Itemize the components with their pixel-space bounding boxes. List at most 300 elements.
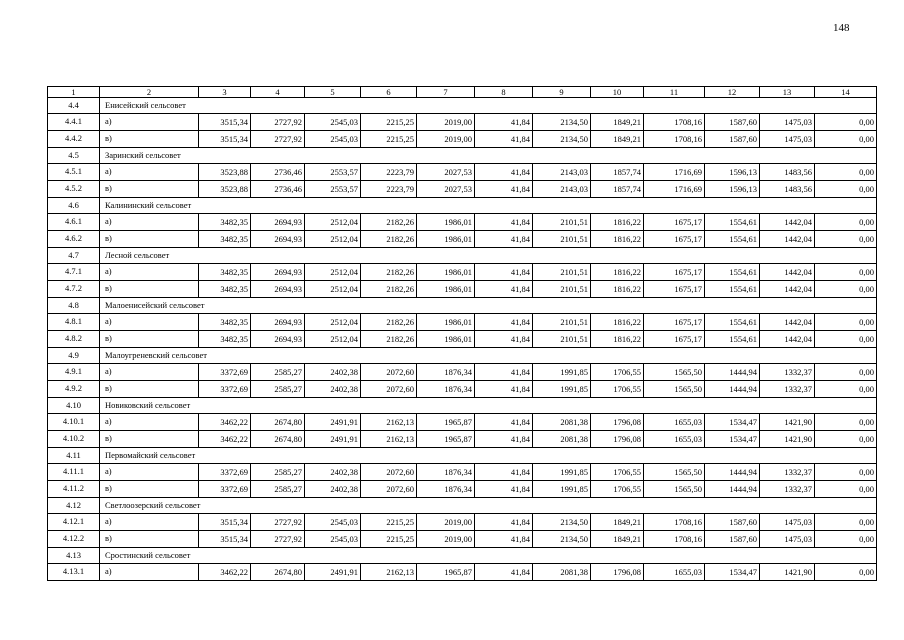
value-cell: 1675,17	[644, 264, 705, 281]
value-cell: 1675,17	[644, 331, 705, 348]
column-number-cell: 14	[815, 87, 877, 98]
value-cell: 41,84	[475, 331, 533, 348]
value-cell: 1706,55	[591, 364, 644, 381]
value-cell: 1587,60	[705, 531, 760, 548]
row-label: в)	[100, 531, 199, 548]
value-cell: 2694,93	[251, 314, 305, 331]
value-cell: 3372,69	[199, 381, 251, 398]
value-cell: 1421,90	[760, 564, 815, 581]
value-cell: 1991,85	[533, 481, 591, 498]
value-cell: 1849,21	[591, 514, 644, 531]
page-number: 148	[833, 22, 850, 34]
value-cell: 41,84	[475, 281, 533, 298]
tariff-table	[47, 86, 877, 581]
value-cell: 3462,22	[199, 414, 251, 431]
row-label: а)	[100, 364, 199, 381]
section-row	[48, 298, 877, 314]
value-cell: 1965,87	[417, 564, 475, 581]
column-number-cell: 2	[100, 87, 199, 98]
row-label: а)	[100, 214, 199, 231]
value-cell: 0,00	[815, 464, 877, 481]
value-cell: 41,84	[475, 414, 533, 431]
table-row	[48, 514, 877, 531]
section-row	[48, 548, 877, 564]
row-label: а)	[100, 264, 199, 281]
row-code: 4.5.1	[48, 164, 100, 181]
column-number-cell: 4	[251, 87, 305, 98]
value-cell: 0,00	[815, 181, 877, 198]
value-cell: 1857,74	[591, 164, 644, 181]
value-cell: 2162,13	[361, 431, 417, 448]
table-row	[48, 364, 877, 381]
section-row	[48, 448, 877, 464]
value-cell: 2072,60	[361, 381, 417, 398]
row-code: 4.5.2	[48, 181, 100, 198]
value-cell: 1796,08	[591, 431, 644, 448]
value-cell: 41,84	[475, 164, 533, 181]
value-cell: 3515,34	[199, 131, 251, 148]
value-cell: 1706,55	[591, 464, 644, 481]
row-label: в)	[100, 281, 199, 298]
value-cell: 1565,50	[644, 464, 705, 481]
value-cell: 41,84	[475, 181, 533, 198]
value-cell: 2512,04	[305, 331, 361, 348]
value-cell: 3515,34	[199, 514, 251, 531]
value-cell: 2101,51	[533, 314, 591, 331]
value-cell: 2491,91	[305, 431, 361, 448]
value-cell: 1475,03	[760, 131, 815, 148]
value-cell: 2694,93	[251, 331, 305, 348]
value-cell: 1991,85	[533, 381, 591, 398]
table-row	[48, 381, 877, 398]
value-cell: 0,00	[815, 231, 877, 248]
section-name: Малоугреневский сельсовет	[100, 348, 877, 364]
value-cell: 0,00	[815, 414, 877, 431]
value-cell: 1986,01	[417, 214, 475, 231]
value-cell: 1534,47	[705, 564, 760, 581]
section-row	[48, 198, 877, 214]
value-cell: 0,00	[815, 164, 877, 181]
section-code: 4.9	[48, 348, 100, 364]
value-cell: 41,84	[475, 514, 533, 531]
section-row	[48, 498, 877, 514]
section-code: 4.10	[48, 398, 100, 414]
value-cell: 2101,51	[533, 214, 591, 231]
section-name: Заринский сельсовет	[100, 148, 877, 164]
value-cell: 0,00	[815, 531, 877, 548]
table-row	[48, 281, 877, 298]
value-cell: 2402,38	[305, 364, 361, 381]
value-cell: 2491,91	[305, 564, 361, 581]
value-cell: 1991,85	[533, 464, 591, 481]
column-number-cell: 5	[305, 87, 361, 98]
column-number-row	[48, 87, 877, 98]
value-cell: 1332,37	[760, 364, 815, 381]
value-cell: 1596,13	[705, 181, 760, 198]
value-cell: 1876,34	[417, 381, 475, 398]
table-row	[48, 314, 877, 331]
row-code: 4.11.1	[48, 464, 100, 481]
value-cell: 2072,60	[361, 364, 417, 381]
value-cell: 3482,35	[199, 214, 251, 231]
value-cell: 2545,03	[305, 531, 361, 548]
row-code: 4.11.2	[48, 481, 100, 498]
value-cell: 3523,88	[199, 181, 251, 198]
row-code: 4.8.2	[48, 331, 100, 348]
value-cell: 2182,26	[361, 281, 417, 298]
row-code: 4.13.1	[48, 564, 100, 581]
value-cell: 2553,57	[305, 181, 361, 198]
row-code: 4.4.1	[48, 114, 100, 131]
row-label: а)	[100, 564, 199, 581]
row-label: в)	[100, 131, 199, 148]
value-cell: 2674,80	[251, 564, 305, 581]
value-cell: 0,00	[815, 564, 877, 581]
value-cell: 2674,80	[251, 414, 305, 431]
value-cell: 1587,60	[705, 514, 760, 531]
value-cell: 2512,04	[305, 264, 361, 281]
value-cell: 2101,51	[533, 264, 591, 281]
section-code: 4.7	[48, 248, 100, 264]
value-cell: 2545,03	[305, 114, 361, 131]
value-cell: 1876,34	[417, 364, 475, 381]
row-label: в)	[100, 181, 199, 198]
value-cell: 2215,25	[361, 131, 417, 148]
value-cell: 1534,47	[705, 414, 760, 431]
value-cell: 2585,27	[251, 364, 305, 381]
value-cell: 0,00	[815, 264, 877, 281]
value-cell: 2512,04	[305, 314, 361, 331]
row-code: 4.10.2	[48, 431, 100, 448]
value-cell: 1675,17	[644, 214, 705, 231]
value-cell: 1442,04	[760, 314, 815, 331]
value-cell: 41,84	[475, 381, 533, 398]
value-cell: 2027,53	[417, 181, 475, 198]
value-cell: 1796,08	[591, 564, 644, 581]
value-cell: 1708,16	[644, 131, 705, 148]
row-label: а)	[100, 514, 199, 531]
value-cell: 2182,26	[361, 264, 417, 281]
value-cell: 2402,38	[305, 381, 361, 398]
value-cell: 1587,60	[705, 114, 760, 131]
value-cell: 3482,35	[199, 281, 251, 298]
section-row	[48, 398, 877, 414]
value-cell: 1332,37	[760, 381, 815, 398]
value-cell: 2162,13	[361, 414, 417, 431]
row-code: 4.7.2	[48, 281, 100, 298]
value-cell: 2402,38	[305, 464, 361, 481]
value-cell: 3515,34	[199, 114, 251, 131]
value-cell: 1716,69	[644, 181, 705, 198]
value-cell: 0,00	[815, 281, 877, 298]
row-code: 4.10.1	[48, 414, 100, 431]
section-code: 4.6	[48, 198, 100, 214]
value-cell: 0,00	[815, 114, 877, 131]
value-cell: 41,84	[475, 264, 533, 281]
value-cell: 1796,08	[591, 414, 644, 431]
row-code: 4.8.1	[48, 314, 100, 331]
column-number-cell: 7	[417, 87, 475, 98]
value-cell: 2694,93	[251, 214, 305, 231]
value-cell: 1816,22	[591, 231, 644, 248]
row-code: 4.6.1	[48, 214, 100, 231]
section-code: 4.13	[48, 548, 100, 564]
row-label: в)	[100, 431, 199, 448]
table-row	[48, 214, 877, 231]
value-cell: 3482,35	[199, 314, 251, 331]
value-cell: 0,00	[815, 214, 877, 231]
value-cell: 41,84	[475, 531, 533, 548]
value-cell: 41,84	[475, 231, 533, 248]
value-cell: 2553,57	[305, 164, 361, 181]
value-cell: 1587,60	[705, 131, 760, 148]
value-cell: 1708,16	[644, 514, 705, 531]
value-cell: 2491,91	[305, 414, 361, 431]
value-cell: 2134,50	[533, 114, 591, 131]
value-cell: 2019,00	[417, 514, 475, 531]
column-number-cell: 3	[199, 87, 251, 98]
value-cell: 0,00	[815, 381, 877, 398]
section-name: Светлоозерский сельсовет	[100, 498, 877, 514]
section-row	[48, 248, 877, 264]
value-cell: 2215,25	[361, 114, 417, 131]
value-cell: 2027,53	[417, 164, 475, 181]
row-code: 4.9.1	[48, 364, 100, 381]
row-label: а)	[100, 314, 199, 331]
column-number-cell: 8	[475, 87, 533, 98]
value-cell: 2736,46	[251, 181, 305, 198]
table-row	[48, 231, 877, 248]
row-code: 4.7.1	[48, 264, 100, 281]
value-cell: 2694,93	[251, 264, 305, 281]
value-cell: 2182,26	[361, 314, 417, 331]
value-cell: 2215,25	[361, 531, 417, 548]
value-cell: 1655,03	[644, 564, 705, 581]
value-cell: 2727,92	[251, 131, 305, 148]
value-cell: 1554,61	[705, 231, 760, 248]
section-name: Новиковский сельсовет	[100, 398, 877, 414]
value-cell: 2072,60	[361, 481, 417, 498]
value-cell: 1565,50	[644, 364, 705, 381]
value-cell: 2019,00	[417, 131, 475, 148]
row-label: в)	[100, 231, 199, 248]
value-cell: 1444,94	[705, 464, 760, 481]
value-cell: 1675,17	[644, 281, 705, 298]
value-cell: 2072,60	[361, 464, 417, 481]
value-cell: 2512,04	[305, 214, 361, 231]
value-cell: 1596,13	[705, 164, 760, 181]
value-cell: 41,84	[475, 314, 533, 331]
value-cell: 1857,74	[591, 181, 644, 198]
value-cell: 1655,03	[644, 431, 705, 448]
column-number-cell: 12	[705, 87, 760, 98]
table-row	[48, 264, 877, 281]
section-row	[48, 148, 877, 164]
value-cell: 1675,17	[644, 314, 705, 331]
value-cell: 1991,85	[533, 364, 591, 381]
section-name: Енисейский сельсовет	[100, 98, 877, 114]
table-row	[48, 564, 877, 581]
section-name: Малоенисейский сельсовет	[100, 298, 877, 314]
value-cell: 0,00	[815, 314, 877, 331]
value-cell: 1332,37	[760, 481, 815, 498]
value-cell: 0,00	[815, 364, 877, 381]
value-cell: 1444,94	[705, 364, 760, 381]
section-row	[48, 348, 877, 364]
value-cell: 2727,92	[251, 514, 305, 531]
value-cell: 2223,79	[361, 164, 417, 181]
value-cell: 1554,61	[705, 214, 760, 231]
value-cell: 1708,16	[644, 531, 705, 548]
row-label: а)	[100, 114, 199, 131]
value-cell: 1565,50	[644, 481, 705, 498]
table-row	[48, 431, 877, 448]
table-row	[48, 464, 877, 481]
table-row	[48, 181, 877, 198]
value-cell: 2182,26	[361, 331, 417, 348]
table-row	[48, 531, 877, 548]
row-label: а)	[100, 414, 199, 431]
section-name: Лесной сельсовет	[100, 248, 877, 264]
value-cell: 1483,56	[760, 181, 815, 198]
value-cell: 3523,88	[199, 164, 251, 181]
value-cell: 41,84	[475, 431, 533, 448]
value-cell: 1442,04	[760, 231, 815, 248]
value-cell: 2215,25	[361, 514, 417, 531]
value-cell: 1442,04	[760, 214, 815, 231]
value-cell: 2143,03	[533, 181, 591, 198]
row-label: а)	[100, 164, 199, 181]
table-row	[48, 331, 877, 348]
value-cell: 2101,51	[533, 331, 591, 348]
value-cell: 1816,22	[591, 281, 644, 298]
value-cell: 1816,22	[591, 331, 644, 348]
value-cell: 3482,35	[199, 264, 251, 281]
value-cell: 2134,50	[533, 131, 591, 148]
value-cell: 1986,01	[417, 331, 475, 348]
value-cell: 41,84	[475, 214, 533, 231]
value-cell: 1708,16	[644, 114, 705, 131]
section-code: 4.4	[48, 98, 100, 114]
value-cell: 1986,01	[417, 264, 475, 281]
value-cell: 1876,34	[417, 464, 475, 481]
value-cell: 2019,00	[417, 114, 475, 131]
value-cell: 2736,46	[251, 164, 305, 181]
table-row	[48, 114, 877, 131]
value-cell: 1421,90	[760, 414, 815, 431]
value-cell: 2081,38	[533, 564, 591, 581]
value-cell: 2019,00	[417, 531, 475, 548]
value-cell: 2134,50	[533, 531, 591, 548]
value-cell: 1816,22	[591, 264, 644, 281]
row-code: 4.12.1	[48, 514, 100, 531]
value-cell: 2182,26	[361, 214, 417, 231]
section-code: 4.8	[48, 298, 100, 314]
value-cell: 2674,80	[251, 431, 305, 448]
value-cell: 1965,87	[417, 431, 475, 448]
table-body	[48, 87, 877, 581]
section-code: 4.11	[48, 448, 100, 464]
row-code: 4.9.2	[48, 381, 100, 398]
value-cell: 1475,03	[760, 114, 815, 131]
value-cell: 1442,04	[760, 264, 815, 281]
value-cell: 1534,47	[705, 431, 760, 448]
value-cell: 2585,27	[251, 381, 305, 398]
value-cell: 1483,56	[760, 164, 815, 181]
table-row	[48, 131, 877, 148]
value-cell: 3372,69	[199, 364, 251, 381]
column-number-cell: 9	[533, 87, 591, 98]
value-cell: 1554,61	[705, 314, 760, 331]
value-cell: 3372,69	[199, 481, 251, 498]
value-cell: 3462,22	[199, 564, 251, 581]
value-cell: 1675,17	[644, 231, 705, 248]
value-cell: 1986,01	[417, 281, 475, 298]
value-cell: 2081,38	[533, 414, 591, 431]
value-cell: 0,00	[815, 331, 877, 348]
value-cell: 1442,04	[760, 331, 815, 348]
value-cell: 2162,13	[361, 564, 417, 581]
value-cell: 1554,61	[705, 331, 760, 348]
value-cell: 1442,04	[760, 281, 815, 298]
value-cell: 1444,94	[705, 481, 760, 498]
section-code: 4.5	[48, 148, 100, 164]
section-name: Сростинский сельсовет	[100, 548, 877, 564]
value-cell: 1965,87	[417, 414, 475, 431]
value-cell: 2694,93	[251, 281, 305, 298]
value-cell: 2182,26	[361, 231, 417, 248]
column-number-cell: 11	[644, 87, 705, 98]
row-code: 4.4.2	[48, 131, 100, 148]
value-cell: 1554,61	[705, 264, 760, 281]
value-cell: 2512,04	[305, 231, 361, 248]
value-cell: 1444,94	[705, 381, 760, 398]
value-cell: 1655,03	[644, 414, 705, 431]
value-cell: 2081,38	[533, 431, 591, 448]
value-cell: 2101,51	[533, 231, 591, 248]
value-cell: 2585,27	[251, 464, 305, 481]
value-cell: 1332,37	[760, 464, 815, 481]
value-cell: 41,84	[475, 131, 533, 148]
value-cell: 41,84	[475, 481, 533, 498]
section-name: Калининский сельсовет	[100, 198, 877, 214]
table-row	[48, 164, 877, 181]
value-cell: 2545,03	[305, 514, 361, 531]
value-cell: 0,00	[815, 514, 877, 531]
column-number-cell: 10	[591, 87, 644, 98]
value-cell: 1849,21	[591, 114, 644, 131]
value-cell: 2545,03	[305, 131, 361, 148]
value-cell: 2512,04	[305, 281, 361, 298]
value-cell: 2585,27	[251, 481, 305, 498]
value-cell: 3482,35	[199, 331, 251, 348]
value-cell: 0,00	[815, 431, 877, 448]
column-number-cell: 1	[48, 87, 100, 98]
value-cell: 2727,92	[251, 531, 305, 548]
row-code: 4.6.2	[48, 231, 100, 248]
value-cell: 1706,55	[591, 481, 644, 498]
value-cell: 1565,50	[644, 381, 705, 398]
value-cell: 1706,55	[591, 381, 644, 398]
value-cell: 3372,69	[199, 464, 251, 481]
value-cell: 2223,79	[361, 181, 417, 198]
column-number-cell: 6	[361, 87, 417, 98]
column-number-cell: 13	[760, 87, 815, 98]
value-cell: 0,00	[815, 131, 877, 148]
value-cell: 1849,21	[591, 131, 644, 148]
value-cell: 1716,69	[644, 164, 705, 181]
value-cell: 41,84	[475, 364, 533, 381]
